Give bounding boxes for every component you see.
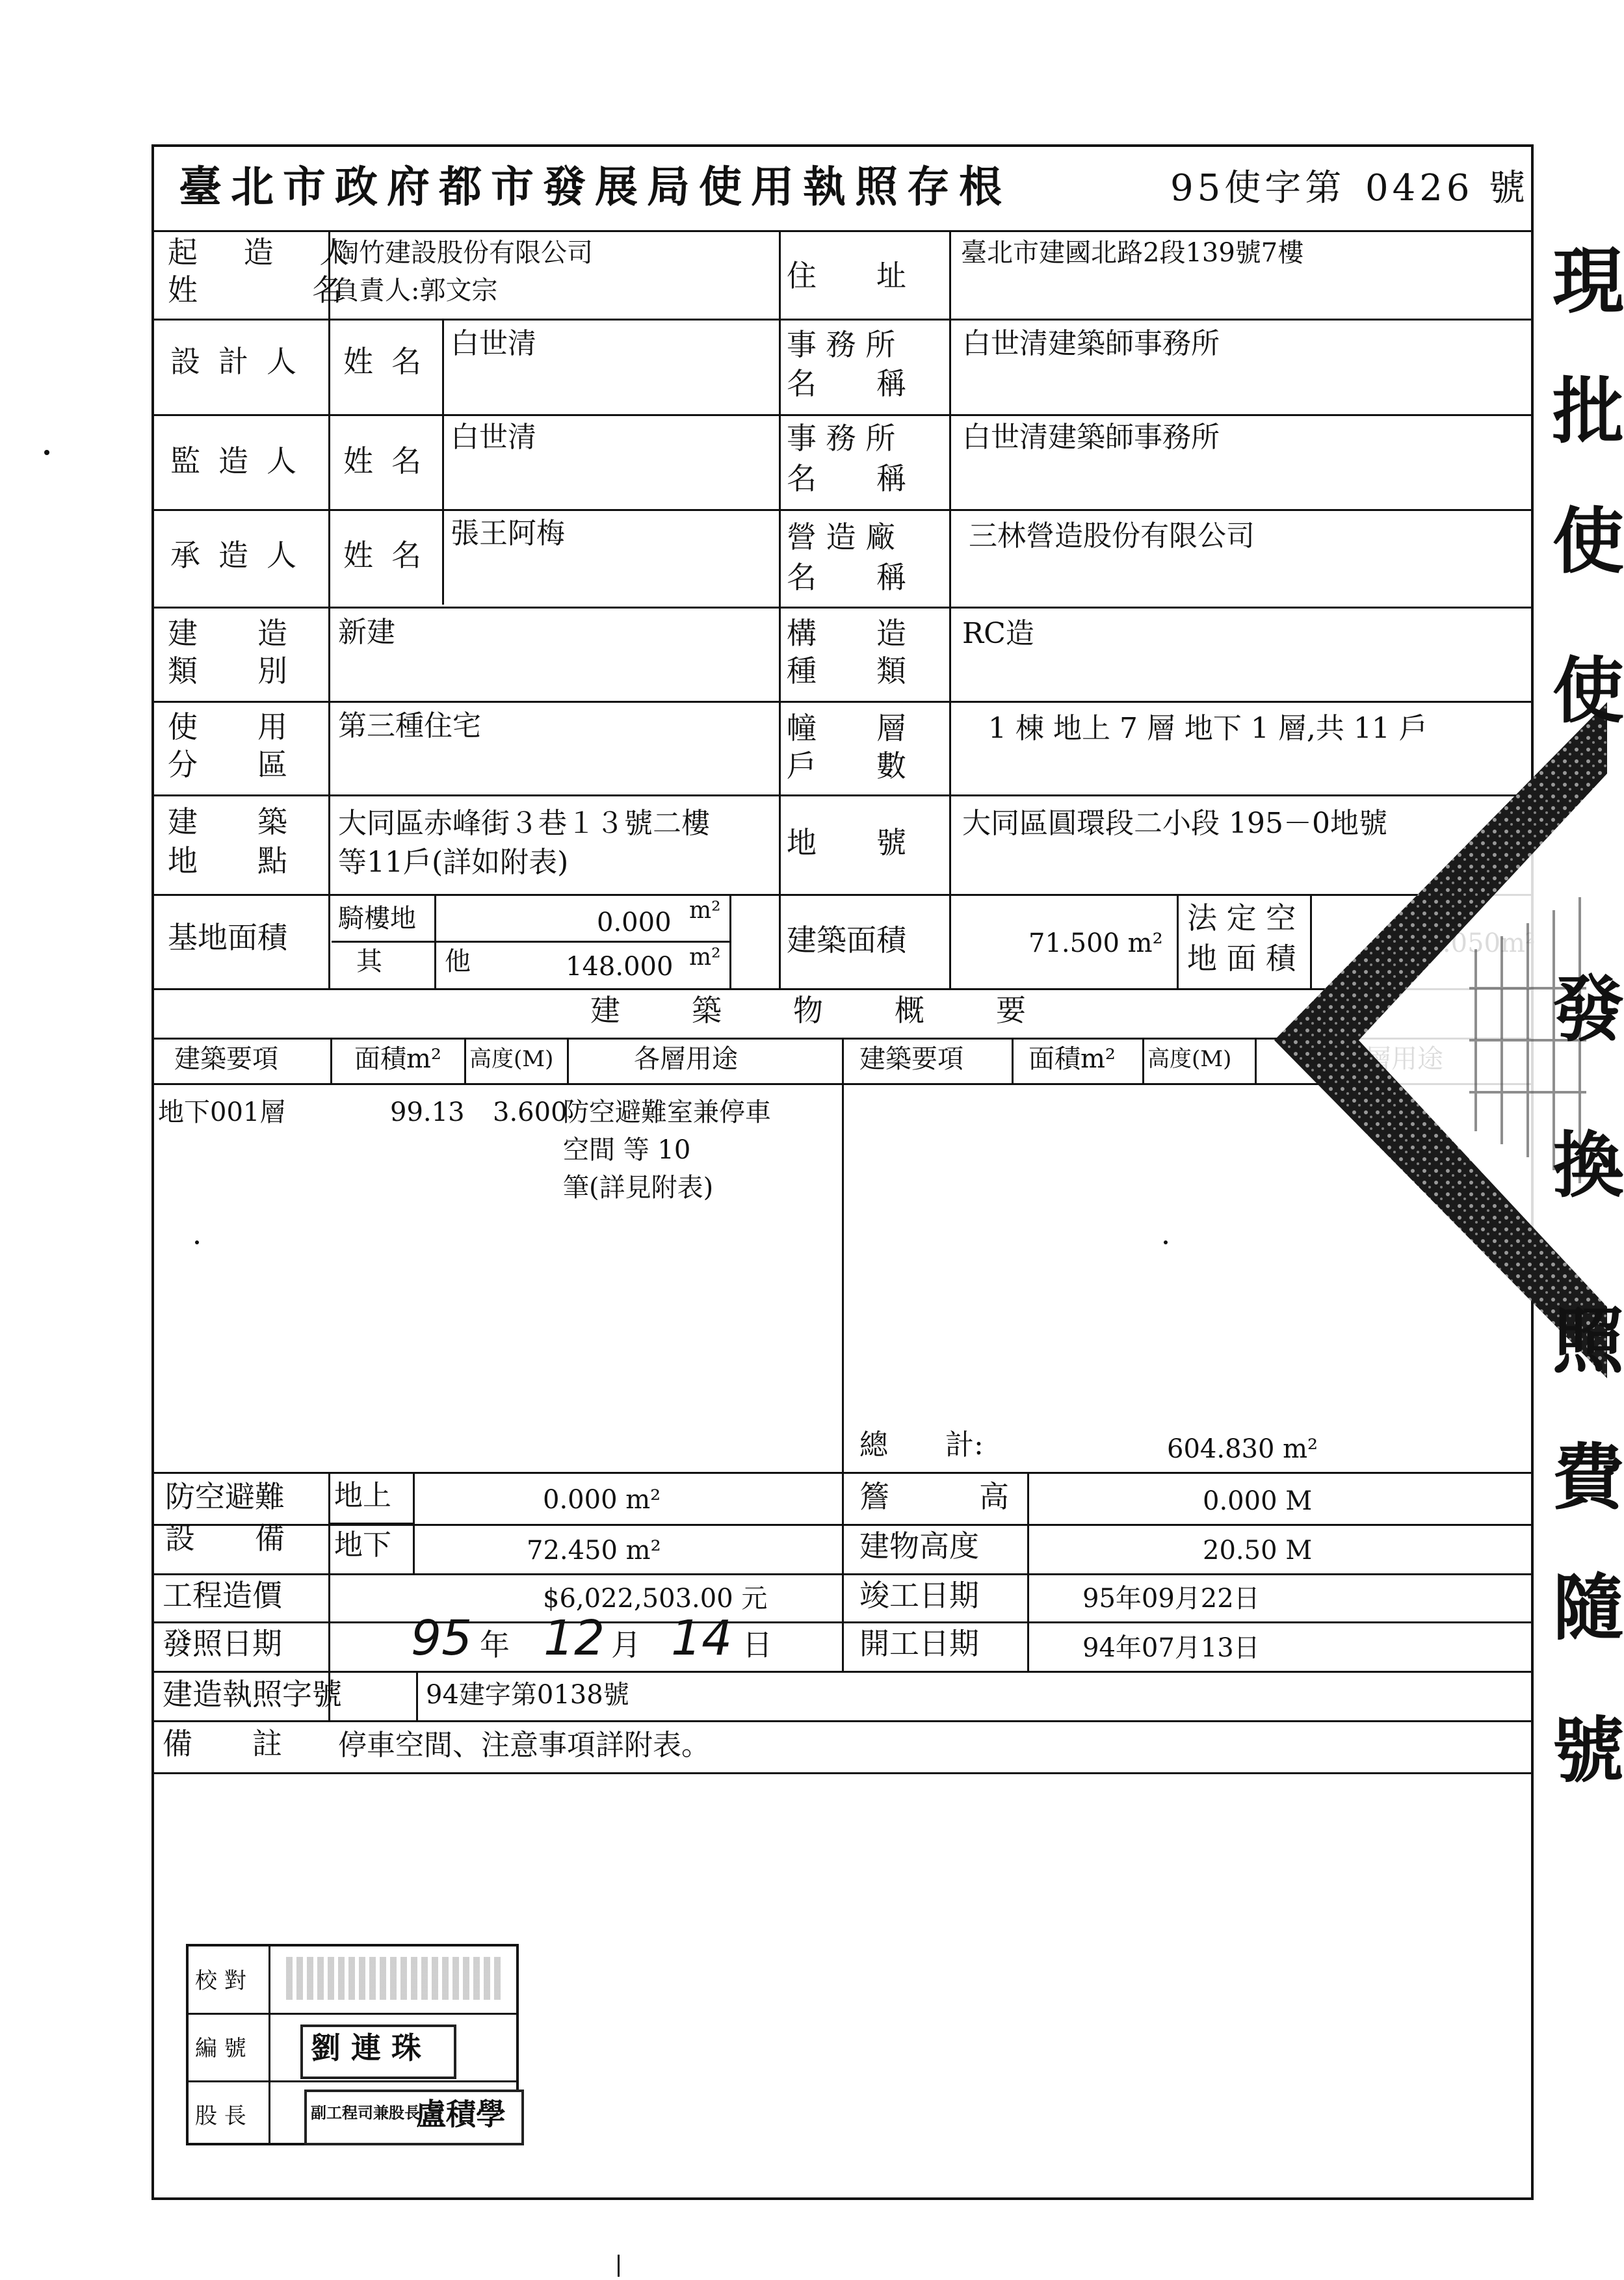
structure-label-bottom: 種 類	[787, 653, 906, 688]
zoning-label-bottom: 分 區	[168, 747, 287, 782]
scan-speck	[195, 1240, 199, 1244]
designer-name: 白世清	[451, 327, 536, 360]
col-use-header: 各層用途	[634, 1044, 738, 1074]
row-line	[151, 1720, 1534, 1722]
structure-label-top: 構 造	[787, 616, 906, 651]
start-value: 94年07月13日	[1082, 1633, 1260, 1663]
side-char: 號	[1552, 1709, 1624, 1792]
row-line	[151, 607, 1534, 609]
zoning-label-top: 使 用	[168, 709, 287, 744]
shelter-label-top: 防空避難	[165, 1479, 285, 1514]
designer-office-label-top: 事 務 所	[787, 327, 896, 362]
completion-label: 竣工日期	[859, 1578, 979, 1613]
arcade-value: 0.000	[597, 908, 672, 937]
height-label: 建物高度	[859, 1528, 979, 1564]
eave-label: 簷 高	[859, 1479, 1009, 1514]
designer-name-label: 姓名	[343, 344, 439, 379]
units-value: 1 棟 地上 7 層 地下 1 層,共 11 戶	[988, 712, 1428, 745]
side-char: 費	[1552, 1435, 1624, 1519]
issue-day-handwritten: 14	[671, 1610, 733, 1666]
floor-use-line3: 筆(詳見附表)	[563, 1173, 714, 1203]
side-char: 換	[1552, 1123, 1624, 1207]
issue-label: 發照日期	[163, 1626, 282, 1661]
issue-year-handwritten: 95	[411, 1610, 473, 1666]
shelter-above-label: 地上	[334, 1479, 391, 1512]
side-char: 隨	[1552, 1566, 1624, 1649]
other-value: 148.000	[566, 952, 674, 982]
row-line	[332, 941, 731, 943]
col-line	[567, 1038, 569, 1083]
supervisor-office-label-bottom: 名 稱	[787, 461, 906, 496]
col-height-header-right: 高度(M)	[1147, 1046, 1232, 1072]
units-label-top: 幢 層	[787, 711, 906, 746]
location-line2: 等11戶(詳如附表)	[338, 846, 569, 879]
side-char: 照	[1552, 1299, 1624, 1383]
row-line	[151, 230, 1534, 232]
total-value: 604.830 m²	[1167, 1434, 1318, 1464]
supervisor-label: 監造人	[170, 443, 315, 478]
designer-office-label-bottom: 名 稱	[787, 366, 906, 401]
row-line	[186, 2080, 519, 2082]
issue-month-handwritten: 12	[544, 1610, 605, 1666]
chief-label: 股 長	[195, 2103, 246, 2129]
supervisor-office-label-top: 事 務 所	[787, 421, 896, 456]
other-unit: m²	[689, 944, 721, 971]
address-label: 住 址	[787, 258, 906, 293]
site-area-label: 基地面積	[168, 920, 287, 955]
col-line	[330, 1038, 332, 1083]
number-label: 編 號	[195, 2036, 246, 2062]
floor-use-line2: 空間 等 10	[563, 1135, 691, 1165]
check-label: 校 對	[195, 1968, 246, 1994]
side-char: 使	[1552, 499, 1624, 583]
supervisor-name-label: 姓名	[343, 443, 439, 478]
contractor-firm-label-top: 營 造 廠	[787, 519, 896, 555]
builder-representative: 負責人:郭文宗	[333, 276, 498, 306]
supervisor-office: 白世清建築師事務所	[962, 421, 1220, 454]
construction-type-label-top: 建 造	[168, 616, 287, 651]
col-item-header-right: 建築要項	[859, 1044, 963, 1074]
col-height-header: 高度(M)	[469, 1046, 554, 1072]
side-char: 批	[1552, 369, 1624, 453]
designer-label: 設計人	[170, 344, 315, 379]
contractor-firm: 三林營造股份有限公司	[969, 519, 1255, 553]
building-area-label: 建築面積	[787, 923, 906, 958]
units-label-bottom: 戶 數	[787, 748, 906, 783]
row-line	[186, 2013, 519, 2015]
contractor-label: 承造人	[170, 538, 315, 573]
permit-number: 0426	[1365, 167, 1474, 209]
builder-label-bottom: 姓 名	[168, 272, 360, 308]
number-stamp-text: 劉 連 珠	[311, 2030, 422, 2065]
row-line	[151, 1772, 1534, 1774]
col-line	[268, 1944, 270, 2145]
arcade-label: 騎樓地	[338, 904, 416, 934]
floor-area: 99.13	[390, 1097, 465, 1127]
remarks-value: 停車空間、注意事項詳附表。	[338, 1729, 710, 1762]
cost-label: 工程造價	[163, 1578, 282, 1613]
builder-company: 陶竹建設股份有限公司	[333, 238, 593, 268]
other-label: 其 他	[356, 947, 489, 976]
overview-title: 建 築 物 概 要	[590, 993, 1030, 1028]
side-text-column	[1546, 215, 1624, 1827]
height-value: 20.50 M	[1203, 1536, 1313, 1566]
row-line	[151, 509, 1534, 511]
document-title: 臺北市政府都市發展局使用執照存根	[179, 161, 1011, 212]
location-line1: 大同區赤峰街３巷１３號二樓	[338, 807, 710, 840]
chief-stamp-title: 副工程司兼股長	[311, 2103, 420, 2122]
lot-value: 大同區圓環段二小段 195－0地號	[962, 807, 1387, 840]
floor-height: 3.600	[493, 1097, 568, 1127]
row-line	[328, 1523, 413, 1525]
issue-year-unit: 年	[480, 1627, 510, 1662]
col-item-header: 建築要項	[174, 1044, 278, 1074]
side-char: 發	[1552, 967, 1624, 1051]
floor-name: 地下001層	[158, 1097, 286, 1127]
builder-address: 臺北市建國北路2段139號7樓	[961, 238, 1304, 268]
open-space-label-bottom: 地 面 積	[1187, 941, 1296, 976]
supervisor-name: 白世清	[451, 421, 536, 454]
col-area-header: 面積m²	[354, 1044, 441, 1074]
col-line	[842, 1038, 844, 1472]
zoning-value: 第三種住宅	[338, 709, 481, 742]
contractor-name-label: 姓名	[343, 538, 439, 573]
cost-value: $6,022,503.00 元	[543, 1584, 768, 1614]
scan-speck	[1164, 1240, 1168, 1244]
structure-type: RC造	[962, 617, 1034, 650]
lot-label: 地 號	[787, 825, 906, 860]
row-line	[151, 319, 1534, 321]
col-line	[1177, 894, 1179, 988]
building-area-value: 71.500 m²	[1028, 928, 1163, 958]
shelter-label-bottom: 設 備	[165, 1521, 285, 1556]
floor-use-line1: 防空避難室兼停車	[563, 1097, 771, 1127]
open-space-label-top: 法 定 空	[1187, 900, 1296, 936]
permit-prefix: 95使字第	[1170, 167, 1346, 209]
construction-type-label-bottom: 類 別	[168, 653, 287, 688]
completion-value: 95年09月22日	[1082, 1584, 1260, 1614]
construction-type: 新建	[338, 616, 395, 649]
eave-value: 0.000 M	[1203, 1486, 1313, 1516]
contractor-name: 張王阿梅	[451, 517, 565, 550]
designer-office: 白世清建築師事務所	[962, 327, 1220, 360]
start-label: 開工日期	[859, 1626, 979, 1661]
row-line	[151, 1671, 1534, 1673]
issue-month-unit: 月	[611, 1627, 641, 1662]
col-line	[328, 230, 330, 988]
col-area-header-right: 面積m²	[1028, 1044, 1116, 1074]
check-stamp-faint	[286, 1957, 501, 2000]
chief-stamp-name: 盧積學	[416, 2097, 506, 2132]
permit-suffix: 號	[1489, 167, 1529, 209]
col-line	[464, 1038, 466, 1083]
col-line	[1027, 1472, 1029, 1671]
scan-speck	[44, 450, 49, 455]
issue-day-unit: 日	[742, 1627, 772, 1662]
side-char: 現	[1552, 239, 1624, 323]
contractor-firm-label-bottom: 名 稱	[787, 560, 906, 595]
col-line	[442, 319, 444, 605]
col-line	[1012, 1038, 1014, 1083]
total-label: 總 計:	[859, 1428, 984, 1461]
remarks-label: 備 註	[163, 1726, 282, 1761]
scan-mark	[618, 2255, 620, 2277]
arcade-unit: m²	[689, 897, 721, 924]
building-permit-value: 94建字第0138號	[426, 1680, 629, 1710]
shelter-above-value: 0.000 m²	[543, 1485, 661, 1515]
location-label-top: 建 築	[168, 804, 287, 839]
col-line	[1142, 1038, 1144, 1083]
col-line	[949, 230, 951, 988]
shelter-below-value: 72.450 m²	[527, 1536, 661, 1566]
col-line	[413, 1472, 415, 1573]
shelter-below-label: 地下	[334, 1528, 391, 1562]
col-line	[779, 230, 781, 988]
col-line	[842, 1472, 844, 1671]
col-line	[416, 1671, 418, 1720]
builder-label-top: 起 造 人	[168, 235, 368, 270]
building-permit-label: 建造執照字號	[163, 1677, 342, 1712]
row-line	[151, 414, 1534, 416]
col-line	[729, 894, 731, 988]
side-char: 使	[1552, 649, 1624, 733]
location-label-bottom: 地 點	[168, 843, 287, 878]
